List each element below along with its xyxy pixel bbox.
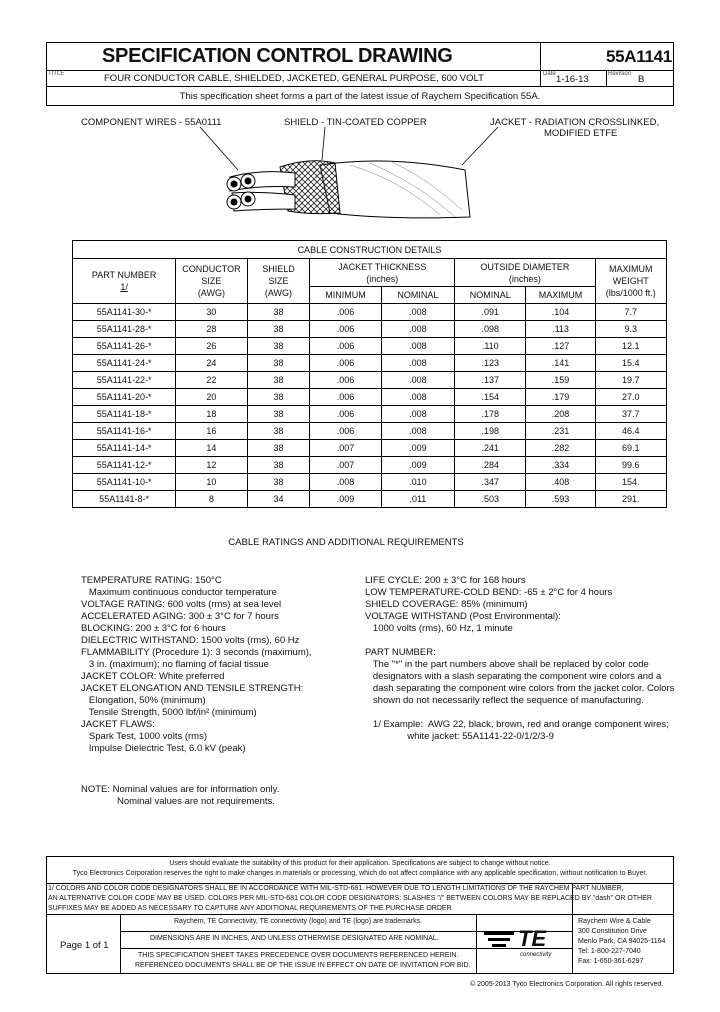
footnote-line-2: AN ALTERNATIVE COLOR CODE MAY BE USED. COLORS PER MIL-STD-681 COLOR CODE DESIGNATORS: SLASHES "/" BETWEEN COLORS MAY BE REPLACED BY "dash" OR OTHER (48, 895, 652, 902)
table-cell: 55A1141-28-* (73, 321, 176, 338)
ratings-left-column (81, 575, 312, 755)
table-cell: .006 (310, 406, 381, 423)
table-cell: 38 (247, 474, 310, 491)
table-cell: .334 (526, 457, 595, 474)
label-shield: SHIELD - TIN-COATED COPPER (284, 117, 427, 128)
table-cell: .347 (455, 474, 526, 491)
rating-line: VOLTAGE RATING: 600 volts (rms) at sea level (81, 599, 282, 610)
address-line-1: Raychem Wire & Cable (578, 918, 651, 925)
table-cell: .008 (381, 355, 454, 372)
table-row (73, 440, 667, 457)
table-row (73, 389, 667, 406)
col-od-maximum: MAXIMUM (526, 287, 595, 304)
rating-line: Impulse Dielectric Test, 6.0 kV (peak) (81, 743, 246, 754)
footer-divider-1 (46, 883, 674, 884)
col-shield-size: SHIELD SIZE (AWG) (247, 259, 310, 304)
table-cell: .284 (455, 457, 526, 474)
rating-line: JACKET COLOR: White preferred (81, 671, 225, 682)
ratings-heading: CABLE RATINGS AND ADDITIONAL REQUIREMENTS (228, 537, 464, 548)
document-revision: B (638, 74, 645, 85)
jacket-shape (320, 161, 470, 218)
table-cell: 38 (247, 321, 310, 338)
table-cell: .006 (310, 372, 381, 389)
revision-label: Revision (608, 71, 632, 77)
rating-line: designators with a slash separating the component wire colors and a (365, 671, 662, 682)
table-cell: 19.7 (595, 372, 666, 389)
table-cell: 291. (595, 491, 666, 508)
rating-line: LIFE CYCLE: 200 ± 3°C for 168 hours (365, 575, 526, 586)
rating-line: 3 in. (maximum); no flaming of facial tissue (81, 659, 269, 670)
te-logo (484, 926, 568, 962)
label-component-wires: COMPONENT WIRES - 55A0111 (81, 117, 222, 128)
rating-line: Spark Test, 1000 volts (rms) (81, 731, 208, 742)
ratings-right-column (365, 575, 674, 743)
table-cell: 38 (247, 423, 310, 440)
table-cell: .141 (526, 355, 595, 372)
dimensions-note: DIMENSIONS ARE IN INCHES, AND UNLESS OTHERWISE DESIGNATED ARE NOMINAL. (150, 935, 439, 942)
label-jacket-1: JACKET - RADIATION CROSSLINKED, (490, 117, 660, 128)
table-row (73, 304, 667, 321)
table-cell: .008 (310, 474, 381, 491)
col-part-number: PART NUMBER 1/ (73, 259, 176, 304)
table-cell: .127 (526, 338, 595, 355)
table-cell: 69.1 (595, 440, 666, 457)
table-cell: 55A1141-12-* (73, 457, 176, 474)
table-cell: 10 (176, 474, 247, 491)
address-line-3: Menlo Park, CA 94025-1164 (578, 938, 666, 945)
disclaimer-line-2: Tyco Electronics Corporation reserves the right to make changes in materials or processing, which do not affect compliance with any applicable specification, without notification to Buyer. (72, 870, 648, 877)
table-cell: .110 (455, 338, 526, 355)
table-cell: 55A1141-22-* (73, 372, 176, 389)
table-cell: 154. (595, 474, 666, 491)
table-cell: .198 (455, 423, 526, 440)
header-vdivider-2 (606, 70, 607, 86)
table-cell: .008 (381, 338, 454, 355)
document-date: 1-16-13 (556, 74, 589, 85)
table-cell: 38 (247, 406, 310, 423)
table-cell: .006 (310, 389, 381, 406)
table-cell: .159 (526, 372, 595, 389)
table-cell: 15.4 (595, 355, 666, 372)
table-cell: 38 (247, 372, 310, 389)
table-cell: 55A1141-20-* (73, 389, 176, 406)
table-cell: .008 (381, 304, 454, 321)
table-cell: 38 (247, 457, 310, 474)
rating-line: shown do not necessarily reflect the sequence of manufacturing. (365, 695, 644, 706)
title-label: TITLE (48, 71, 65, 77)
rating-line: Elongation, 50% (minimum) (81, 695, 206, 706)
table-cell: 28 (176, 321, 247, 338)
rating-line: JACKET ELONGATION AND TENSILE STRENGTH: (81, 683, 304, 694)
table-cell: 55A1141-24-* (73, 355, 176, 372)
table-cell: 9.3 (595, 321, 666, 338)
page-number: Page 1 of 1 (60, 940, 109, 951)
table-cell: .010 (381, 474, 454, 491)
precedence-line-1: THIS SPECIFICATION SHEET TAKES PRECEDENCE OVER DOCUMENTS REFERENCED HEREIN. (138, 952, 459, 959)
table-cell: 30 (176, 304, 247, 321)
table-cell: 55A1141-16-* (73, 423, 176, 440)
col-od-nominal: NOMINAL (455, 287, 526, 304)
table-cell: .408 (526, 474, 595, 491)
table-cell: 55A1141-30-* (73, 304, 176, 321)
footnote-line-3: SUFFIXES MAY BE ADDED AS NECESSARY TO CAPTURE ANY ADDITIONAL REQUIREMENTS OF THE PURCHASE ORDER (48, 905, 452, 912)
te-logo-text: TE (518, 926, 547, 951)
rating-line: SHIELD COVERAGE: 85% (minimum) (365, 599, 528, 610)
rating-line: TEMPERATURE RATING: 150°C (81, 575, 222, 586)
disclaimer-line-1: Users should evaluate the suitability of this product for their application. Specifications are subject to change without notice. (169, 860, 551, 867)
table-cell: 37.7 (595, 406, 666, 423)
table-row (73, 457, 667, 474)
table-cell: 55A1141-14-* (73, 440, 176, 457)
rating-line: DIELECTRIC WITHSTAND: 1500 volts (rms), 60 Hz (81, 635, 300, 646)
table-row (73, 474, 667, 491)
table-cell: .006 (310, 338, 381, 355)
col-outside-diameter: OUTSIDE DIAMETER (inches) (455, 259, 596, 287)
rating-line: dash separating the component wire colors from the jacket color. Colors (365, 683, 675, 694)
table-cell: 38 (247, 338, 310, 355)
rating-line (365, 635, 674, 647)
footer-divider-2 (46, 914, 674, 915)
rating-line: FLAMMABILITY (Procedure 1): 3 seconds (maximum), (81, 647, 312, 658)
document-subtitle: FOUR CONDUCTOR CABLE, SHIELDED, JACKETED, GENERAL PURPOSE, 600 VOLT (104, 73, 484, 84)
table-row (73, 372, 667, 389)
table-cell: 38 (247, 355, 310, 372)
table-cell: .104 (526, 304, 595, 321)
leader-jacket (462, 127, 498, 165)
table-cell: .178 (455, 406, 526, 423)
table-cell: 24 (176, 355, 247, 372)
table-cell: .154 (455, 389, 526, 406)
construction-table (72, 240, 667, 508)
footer-vdivider-1 (120, 914, 121, 974)
table-cell: 26 (176, 338, 247, 355)
table-cell: .006 (310, 321, 381, 338)
note-line-2: Nominal values are not requirements. (117, 796, 275, 807)
rating-line: JACKET FLAWS: (81, 719, 155, 730)
address-line-5: Fax: 1-650-361-6297 (578, 958, 644, 965)
trademarks: Raychem, TE Connectivity, TE connectivity (logo) and TE (logo) are trademarks. (174, 918, 423, 925)
header-divider-1 (46, 70, 674, 71)
table-cell: 55A1141-26-* (73, 338, 176, 355)
table-cell: .006 (310, 423, 381, 440)
footer-vdivider-3 (476, 914, 477, 974)
table-cell: .008 (381, 321, 454, 338)
construction-table-body (73, 304, 667, 508)
table-cell: 38 (247, 304, 310, 321)
col-max-weight: MAXIMUM WEIGHT (lbs/1000 ft.) (595, 259, 666, 304)
table-row (73, 355, 667, 372)
rating-line: Tensile Strength, 5000 lbf/in² (minimum) (81, 707, 257, 718)
rating-line: PART NUMBER: (365, 647, 436, 658)
table-cell: .179 (526, 389, 595, 406)
note-line-1: NOTE: Nominal values are for information only. (81, 784, 280, 795)
table-cell: 99.6 (595, 457, 666, 474)
table-cell: .593 (526, 491, 595, 508)
table-cell: 46.4 (595, 423, 666, 440)
te-logo-subtext: connectivity (520, 952, 552, 958)
table-cell: 20 (176, 389, 247, 406)
table-row (73, 491, 667, 508)
table-cell: .011 (381, 491, 454, 508)
address-line-4: Tel: 1-800-227-7040 (578, 948, 641, 955)
precedence-line-2: REFERENCED DOCUMENTS SHALL BE OF THE ISSUE IN EFFECT ON DATE OF INVITATION FOR BID. (135, 962, 471, 969)
header-divider-2 (46, 86, 674, 87)
table-cell: .123 (455, 355, 526, 372)
rating-line: 1000 volts (rms), 60 Hz, 1 minute (365, 623, 513, 634)
table-cell: .208 (526, 406, 595, 423)
leader-wires (200, 127, 238, 170)
table-cell: .503 (455, 491, 526, 508)
table-row (73, 423, 667, 440)
rating-line: BLOCKING: 200 ± 3°C for 6 hours (81, 623, 226, 634)
table-cell: 12.1 (595, 338, 666, 355)
table-cell: .241 (455, 440, 526, 457)
rating-line: LOW TEMPERATURE-COLD BEND: -65 ± 2°C for 4 hours (365, 587, 613, 598)
table-cell: .282 (526, 440, 595, 457)
table-cell: .098 (455, 321, 526, 338)
table-cell: .008 (381, 406, 454, 423)
table-cell: 8 (176, 491, 247, 508)
table-cell: 22 (176, 372, 247, 389)
table-cell: 55A1141-8-* (73, 491, 176, 508)
address-line-2: 300 Constitution Drive (578, 928, 647, 935)
table-cell: 38 (247, 440, 310, 457)
table-row (73, 406, 667, 423)
table-cell: .007 (310, 457, 381, 474)
rating-line: VOLTAGE WITHSTAND (Post Environmental): (365, 611, 561, 622)
table-cell: .006 (310, 355, 381, 372)
table-cell: .009 (310, 491, 381, 508)
table-cell: .231 (526, 423, 595, 440)
table-row (73, 338, 667, 355)
rating-line: ACCELERATED AGING: 300 ± 3°C for 7 hours (81, 611, 279, 622)
date-label: Date (543, 71, 556, 77)
rating-line: 1/ Example: AWG 22, black, brown, red and orange component wires; (365, 719, 669, 730)
table-cell: 7.7 (595, 304, 666, 321)
leader-shield (322, 127, 325, 160)
table-cell: .009 (381, 440, 454, 457)
copyright: © 2005-2013 Tyco Electronics Corporation. All rights reserved. (470, 981, 664, 988)
table-cell: .113 (526, 321, 595, 338)
cable-illustration (200, 125, 520, 225)
table-cell: .091 (455, 304, 526, 321)
table-caption: CABLE CONSTRUCTION DETAILS (73, 241, 667, 259)
table-cell: .007 (310, 440, 381, 457)
table-row (73, 321, 667, 338)
table-cell: .008 (381, 423, 454, 440)
header-vdivider (540, 42, 541, 86)
table-cell: 12 (176, 457, 247, 474)
table-cell: .009 (381, 457, 454, 474)
table-cell: 14 (176, 440, 247, 457)
document-number: 55A1141 (606, 47, 672, 66)
table-cell: 27.0 (595, 389, 666, 406)
rating-line: Maximum continuous conductor temperature (81, 587, 277, 598)
table-cell: 16 (176, 423, 247, 440)
label-jacket-2: MODIFIED ETFE (544, 128, 618, 139)
rating-line (365, 707, 674, 719)
footnote-line-1: 1/ COLORS AND COLOR CODE DESIGNATORS SHALL BE IN ACCORDANCE WITH MIL-STD-681. HOWEVER DUE TO LENGTH LIMITATIONS OF THE RAYCHEM PART NUMBER, (48, 885, 624, 892)
rating-line: white jacket: 55A1141-22-0/1/2/3-9 (365, 731, 554, 742)
table-cell: .137 (455, 372, 526, 389)
spec-note: This specification sheet forms a part of the latest issue of Raychem Specification 55A. (179, 91, 541, 102)
col-jacket-nominal: NOMINAL (381, 287, 454, 304)
col-jacket-thickness: JACKET THICKNESS (inches) (310, 259, 455, 287)
table-cell: 38 (247, 389, 310, 406)
table-cell: 55A1141-18-* (73, 406, 176, 423)
table-cell: 55A1141-10-* (73, 474, 176, 491)
table-cell: 34 (247, 491, 310, 508)
table-cell: 18 (176, 406, 247, 423)
col-conductor-size: CONDUCTOR SIZE (AWG) (176, 259, 247, 304)
table-cell: .008 (381, 389, 454, 406)
rating-line: The "*" in the part numbers above shall be replaced by color code (365, 659, 649, 670)
table-cell: .006 (310, 304, 381, 321)
page-title: SPECIFICATION CONTROL DRAWING (102, 45, 453, 67)
te-logo-mark-icon (484, 930, 514, 948)
col-jacket-minimum: MINIMUM (310, 287, 381, 304)
table-cell: .008 (381, 372, 454, 389)
